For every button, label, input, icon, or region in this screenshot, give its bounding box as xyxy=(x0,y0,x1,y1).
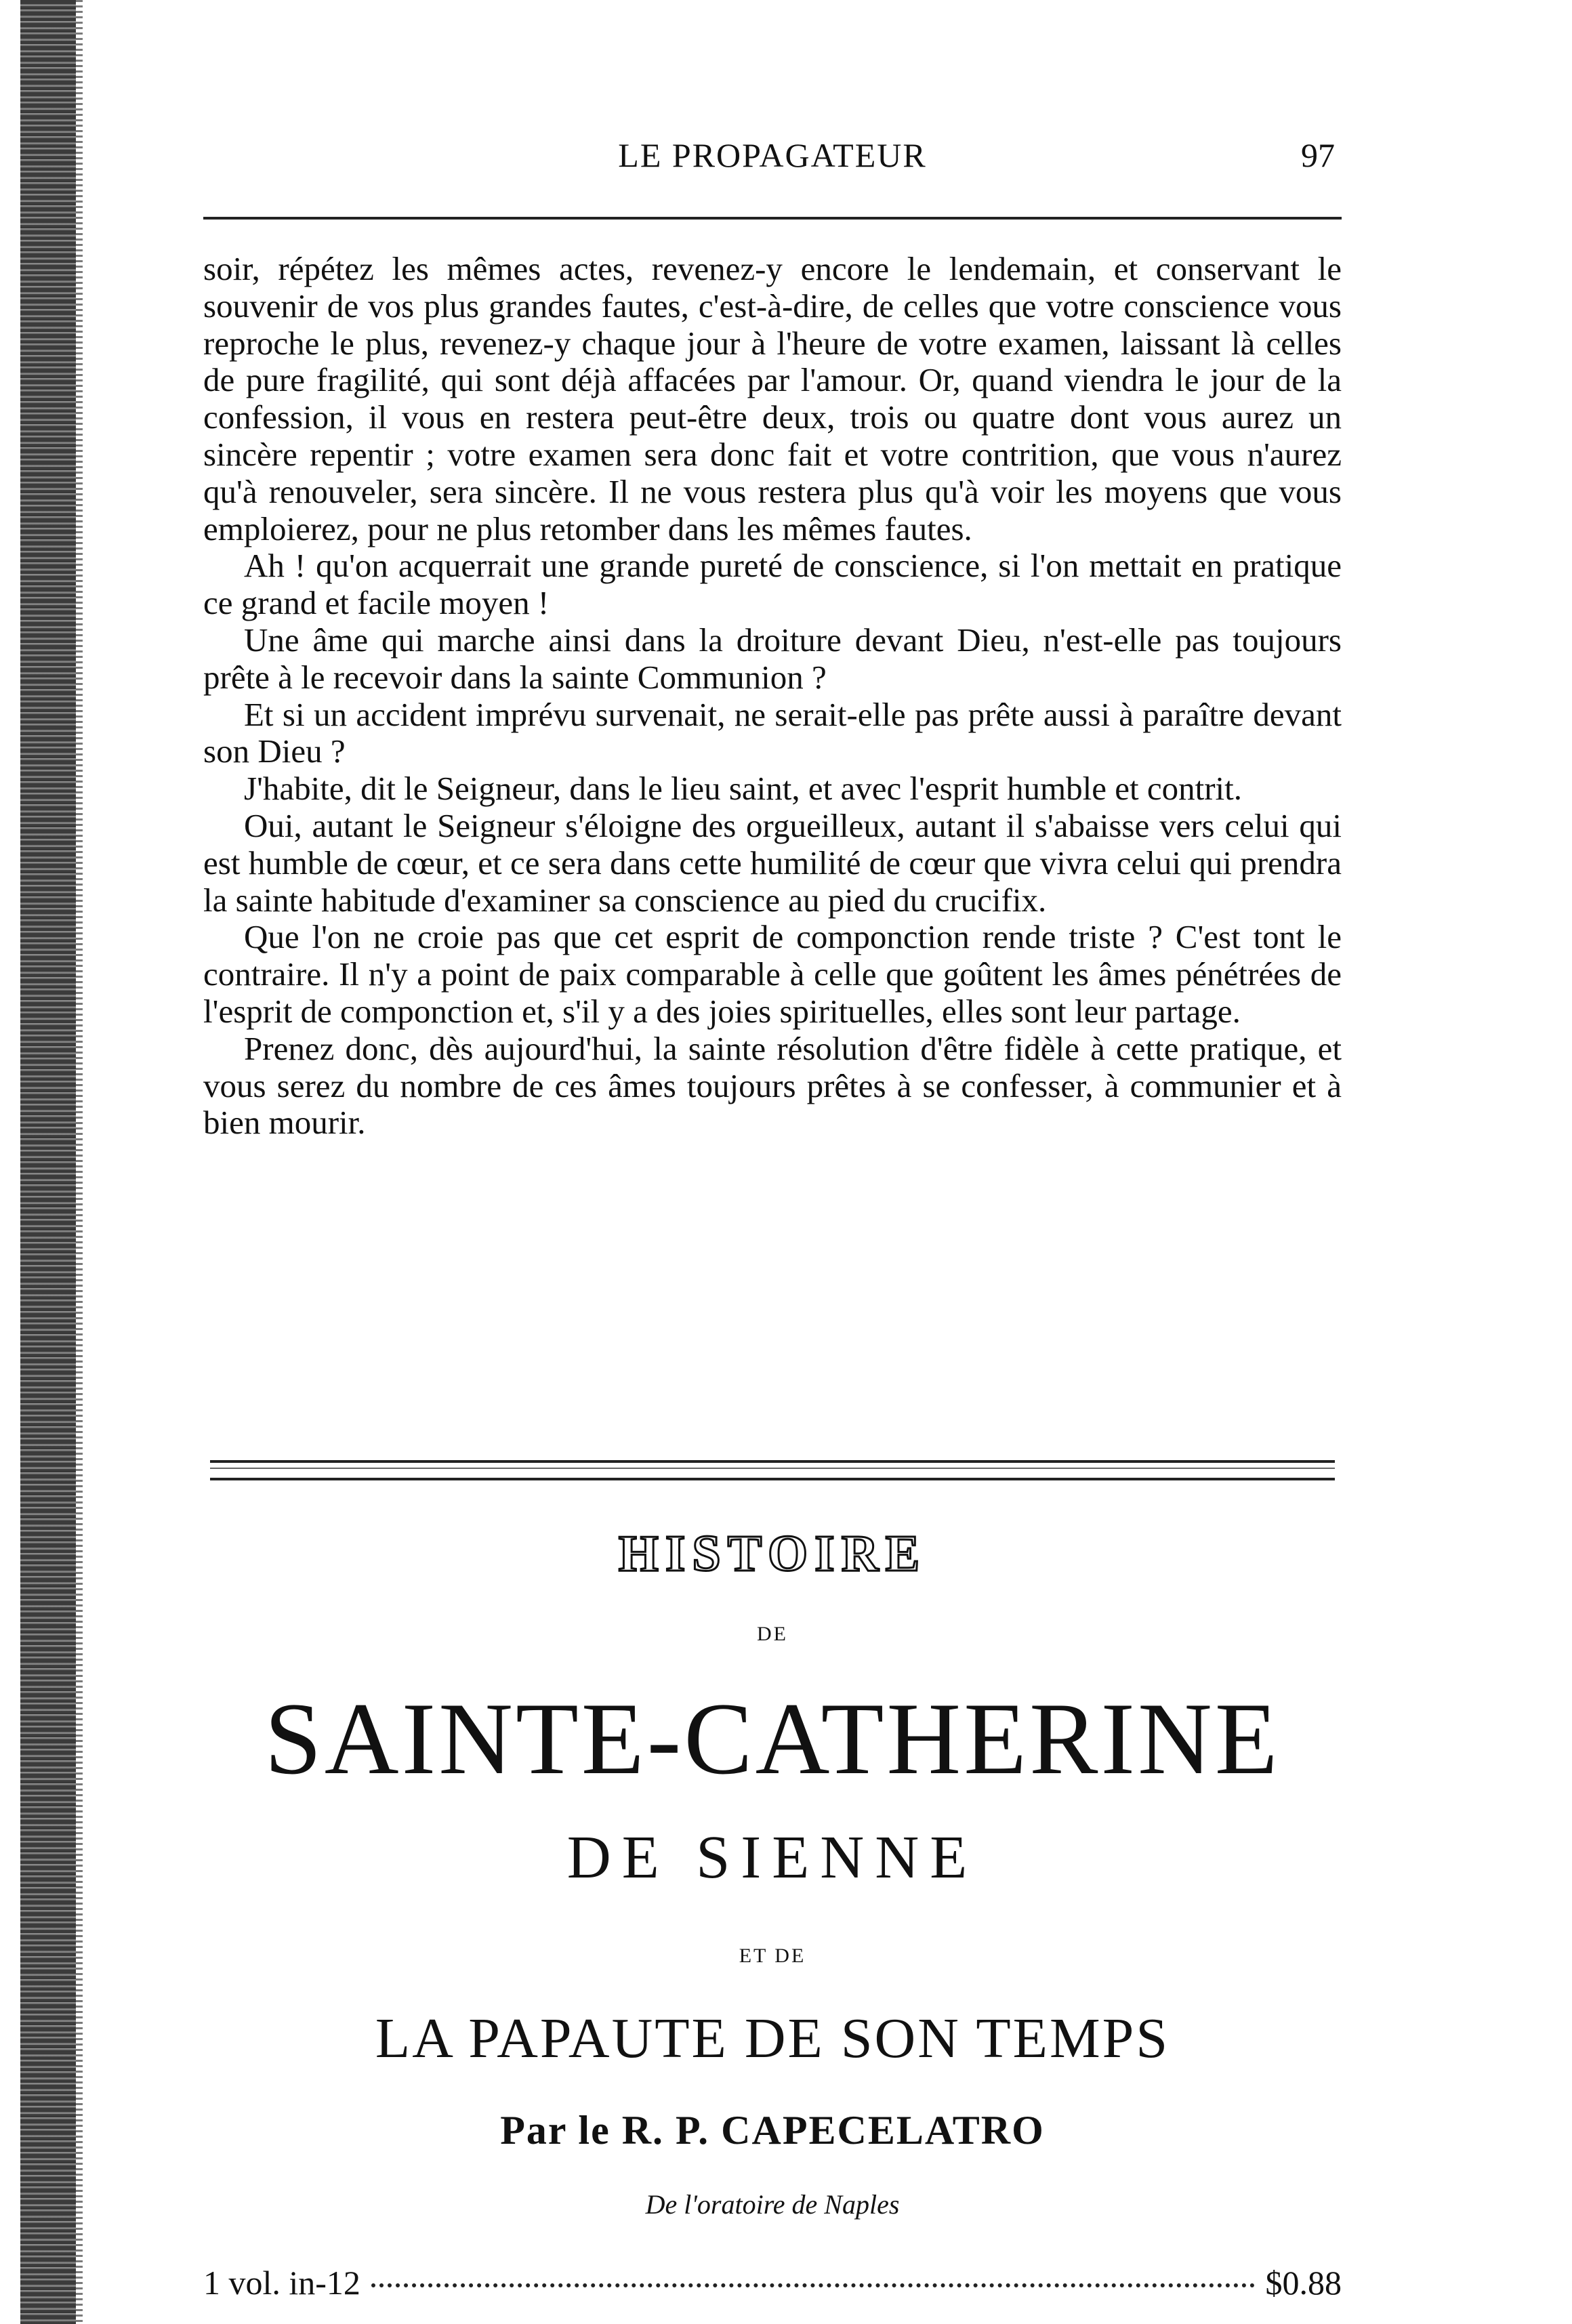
price-value: $0.88 xyxy=(1265,2264,1342,2302)
paragraph: soir, répétez les mêmes actes, revenez-y encore le lendemain, et conservant le souvenir de vos plus grandes fautes, c'est-à-dire, de celles que votre conscience vous reproche le plus, revenez-y chaque jour à l'heure de votre examen, laissant là celles de pure fragilité, qui sont déjà affacées par l'amour. Or, quand viendra le jour de la confession, il vous en restera peut-être deux, trois ou quatre dont vous aurez un sincère repentir ; votre examen sera donc fait et votre contrition, que vous n'aurez qu'à renouveler, sera sincère. Il ne vous restera plus qu'à voir les moyens que vous emploierez, pour ne plus retomber dans les mêmes fautes. xyxy=(203,250,1342,547)
paragraph: J'habite, dit le Seigneur, dans le lieu saint, et avec l'esprit humble et contrit. xyxy=(244,770,1243,808)
section-divider xyxy=(210,1460,1335,1480)
scanned-edge-strip xyxy=(20,0,76,2324)
paragraph: Oui, autant le Seigneur s'éloigne des orgueilleux, autant il s'abaisse vers celui qui est humble de cœur, et ce sera dans cette humilité de cœur que vivra celui qui prendra la sainte habitude d'examiner sa conscience au pied du crucifix. xyxy=(203,806,1342,919)
header-rule xyxy=(203,217,1342,220)
paragraph: Ah ! qu'on acquerrait une grande pureté de conscience, si l'on mettait en pratique ce grand et facile moyen ! xyxy=(203,547,1342,622)
advert-papaute-line: LA PAPAUTE DE SON TEMPS xyxy=(375,2007,1170,2070)
paragraph: Que l'on ne croie pas que cet esprit de componction rende triste ? C'est tont le contraire. Il n'y a point de paix comparable à celle que goûtent les âmes pénétrées de l'esprit de componction et, s'il y a des joies spirituelles, elles sont leur partage. xyxy=(203,918,1342,1030)
advert-main-title: SAINTE-CATHERINE xyxy=(264,1682,1281,1796)
volume-label: 1 vol. in-12 xyxy=(203,2264,360,2302)
price-line xyxy=(203,2263,1342,2302)
running-title: LE PROPAGATEUR xyxy=(618,136,927,174)
paragraph: Une âme qui marche ainsi dans la droiture devant Dieu, n'est-elle pas toujours prête à le recevoir dans la sainte Communion ? xyxy=(203,621,1342,696)
advert-histoire-heading: HISTOIRE xyxy=(618,1525,927,1582)
advert-oratoire: De l'oratoire de Naples xyxy=(645,2189,900,2220)
paragraph: Prenez donc, dès aujourd'hui, la sainte résolution d'être fidèle à cette pratique, et vous serez du nombre de ces âmes toujours prêtes à se confesser, à communier et à bien mourir. xyxy=(203,1029,1342,1142)
page-header xyxy=(203,136,1342,190)
advert-et-de: ET DE xyxy=(739,1945,806,1967)
advert-de-small: DE xyxy=(757,1623,788,1645)
body-text xyxy=(203,251,1342,1142)
paragraph: Et si un accident imprévu survenait, ne serait-elle pas prête aussi à paraître devant son Dieu ? xyxy=(203,695,1342,770)
page xyxy=(203,115,1342,2302)
dotted-leader xyxy=(371,2283,1255,2287)
advert-subtitle-sienne: DE SIENNE xyxy=(566,1824,978,1891)
page-number: 97 xyxy=(1301,136,1335,174)
advert-author: Par le R. P. CAPECELATRO xyxy=(500,2108,1045,2153)
